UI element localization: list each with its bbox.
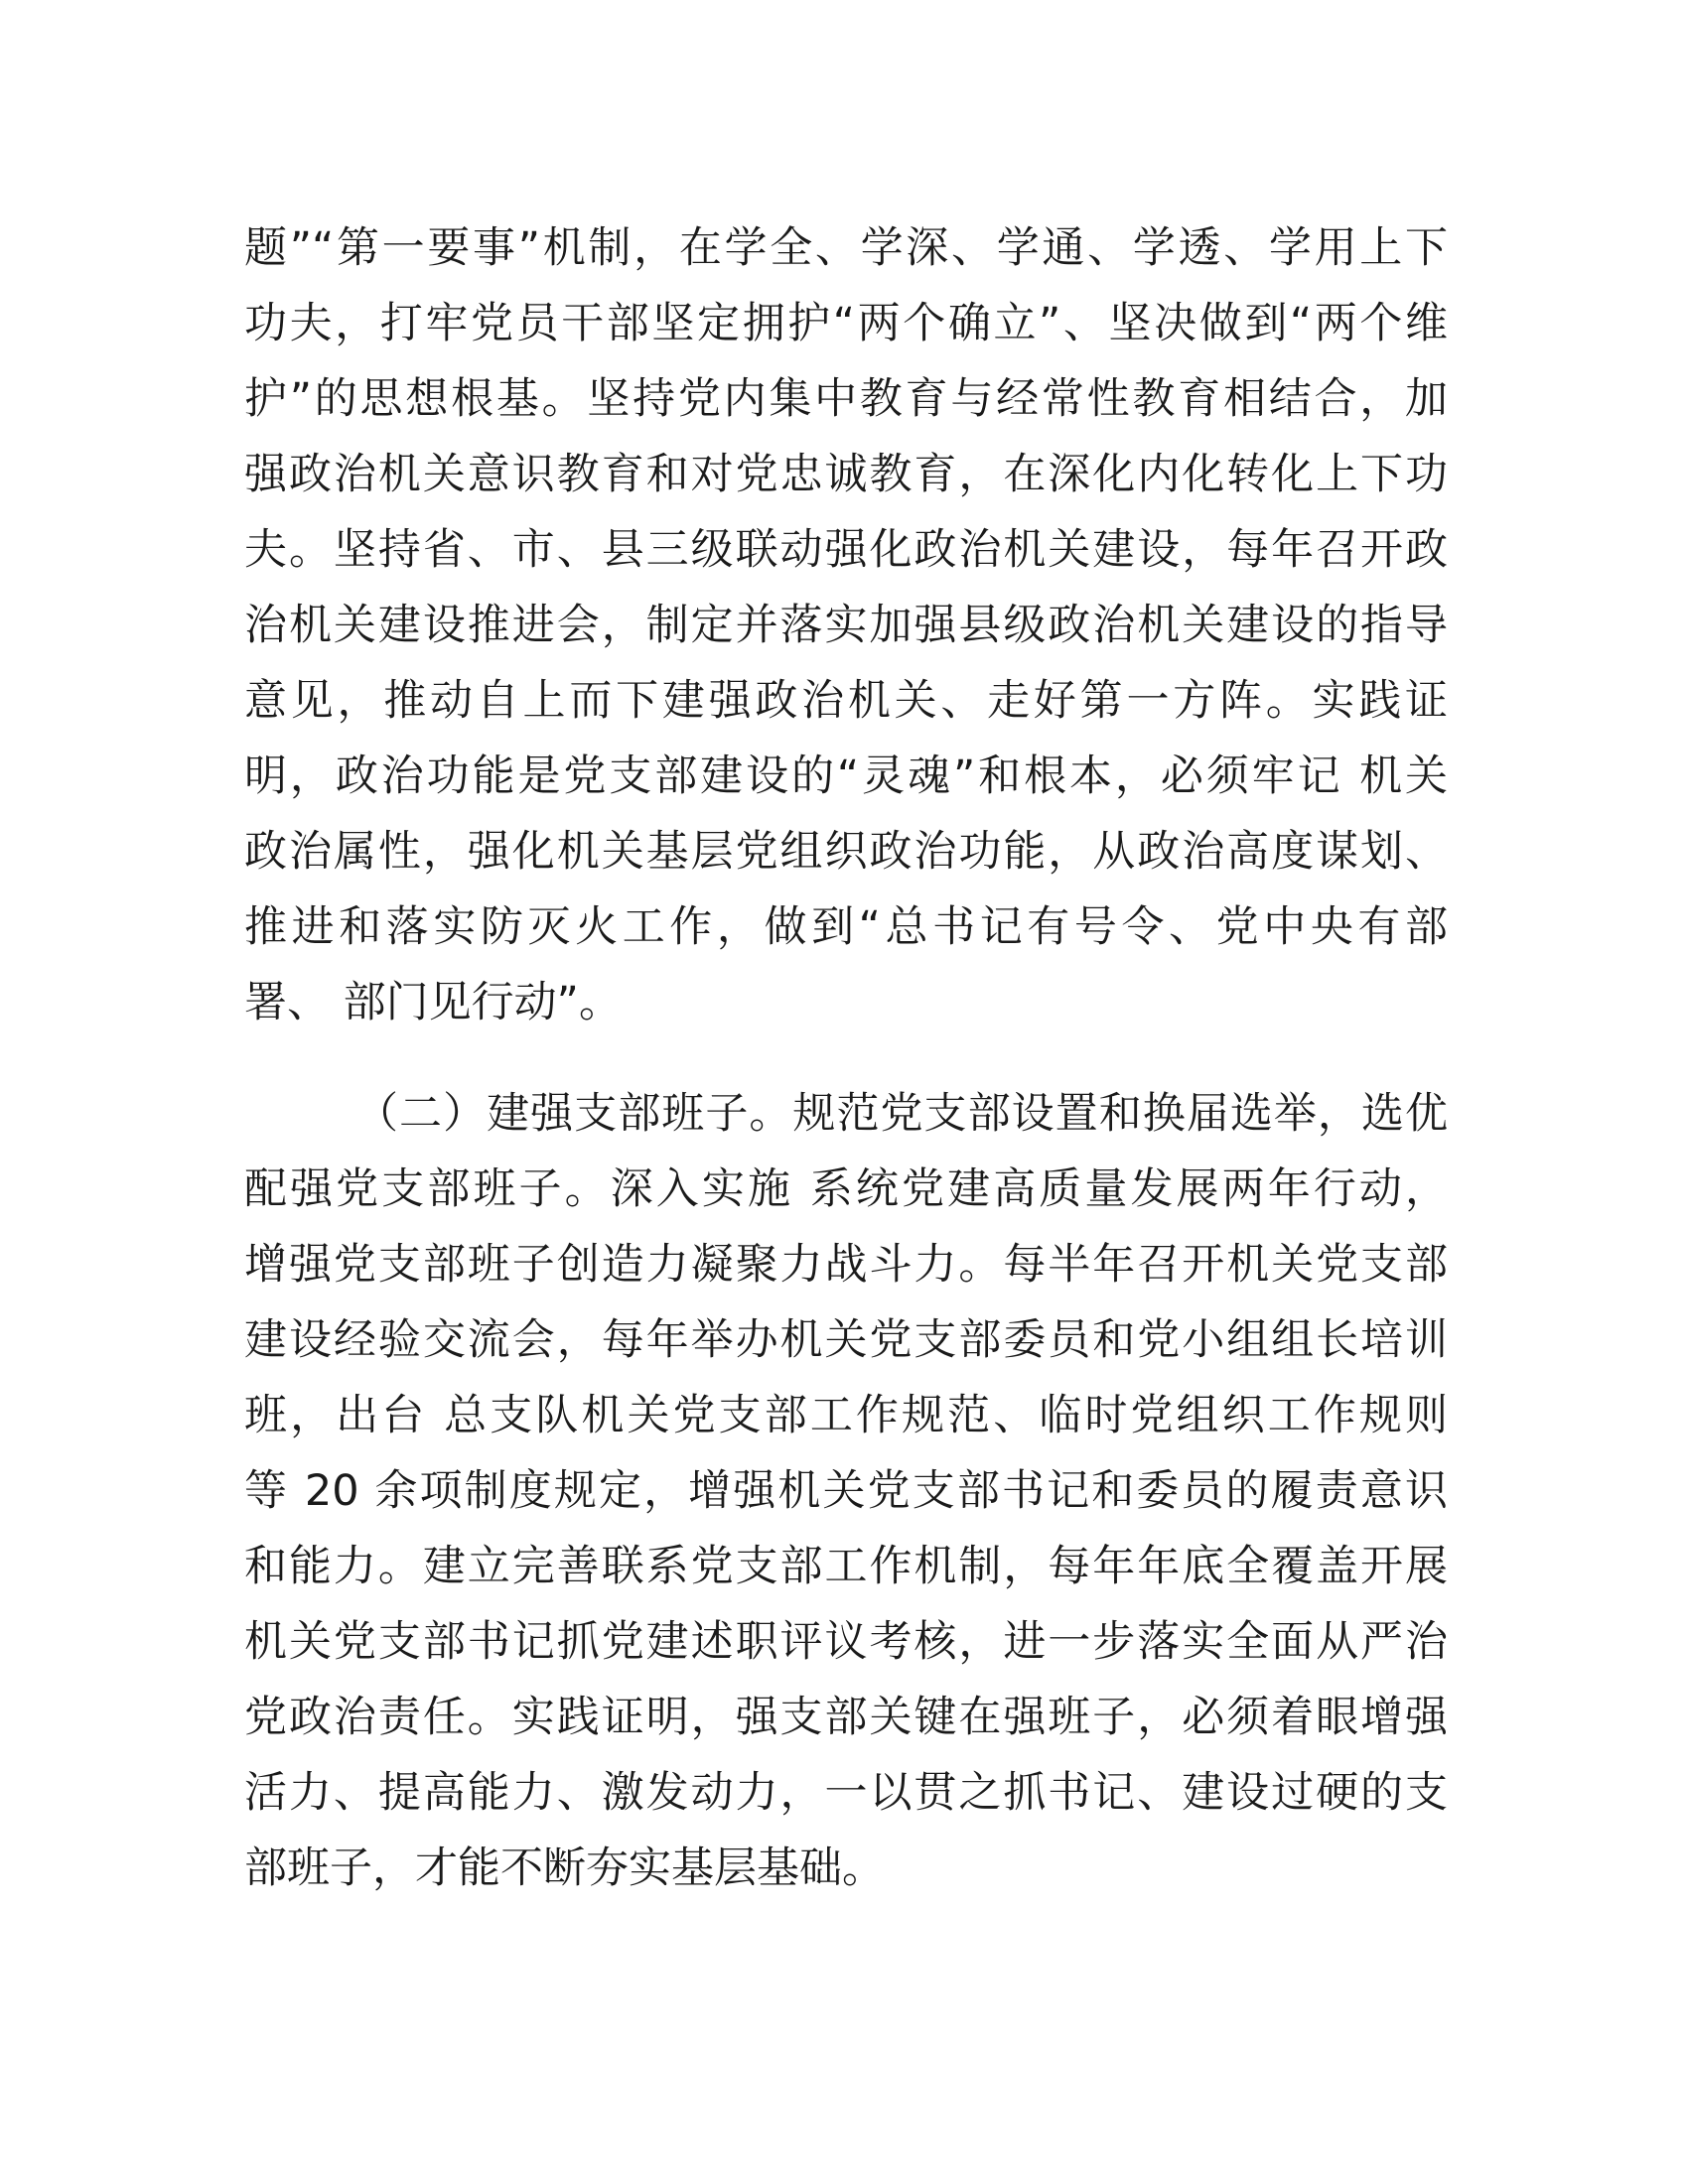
- paragraph-line: 部班子，才能不断夯实基层基础。: [244, 1843, 885, 1893]
- paragraph-line: 和能力。建立完善联系党支部工作机制，每年年底全覆盖开展: [244, 1542, 1448, 1591]
- paragraph-line: 署、 部门见行动”。: [244, 978, 622, 1027]
- paragraph-line: 强政治机关意识教育和对党忠诚教育，在深化内化转化上下功: [244, 450, 1448, 499]
- body-paragraph-2: [244, 1076, 1448, 1906]
- paragraph-line: 活力、提高能力、激发动力，一以贯之抓书记、建设过硬的支: [244, 1768, 1448, 1818]
- paragraph-line: 建设经验交流会，每年举办机关党支部委员和党小组组长培训: [244, 1315, 1448, 1365]
- paragraph-line: 等 20 余项制度规定，增强机关党支部书记和委员的履责意识: [244, 1466, 1448, 1516]
- paragraph-line: 配强党支部班子。深入实施 系统党建高质量发展两年行动，: [244, 1164, 1448, 1214]
- paragraph-line: 夫。坚持省、市、县三级联动强化政治机关建设，每年召开政: [244, 525, 1448, 575]
- paragraph-line: 治机关建设推进会，制定并落实加强县级政治机关建设的指导: [244, 601, 1448, 650]
- paragraph-line: 增强党支部班子创造力凝聚力战斗力。每半年召开机关党支部: [244, 1240, 1448, 1290]
- paragraph-line: 政治属性，强化机关基层党组织政治功能，从政治高度谋划、: [244, 827, 1448, 877]
- paragraph-line: 明，政治功能是党支部建设的“灵魂”和根本，必须牢记 机关: [244, 751, 1448, 801]
- paragraph-line: 班，出台 总支队机关党支部工作规范、临时党组织工作规则: [244, 1391, 1448, 1440]
- section-heading-line: （二）建强支部班子。规范党支部设置和换届选举，选优: [355, 1089, 1448, 1139]
- body-paragraph-1: [244, 210, 1448, 1040]
- paragraph-line: 功夫，打牢党员干部坚定拥护“两个确立”、坚决做到“两个维: [244, 299, 1448, 348]
- paragraph-line: 党政治责任。实践证明，强支部关键在强班子，必须着眼增强: [244, 1693, 1448, 1742]
- paragraph-line: 机关党支部书记抓党建述职评议考核，进一步落实全面从严治: [244, 1617, 1448, 1667]
- paragraph-line: 题”“第一要事”机制，在学全、学深、学通、学透、学用上下: [244, 223, 1448, 273]
- paragraph-line: 意见，推动自上而下建强政治机关、走好第一方阵。实践证: [244, 676, 1448, 726]
- paragraph-line: 护”的思想根基。坚持党内集中教育与经常性教育相结合，加: [244, 374, 1448, 424]
- paragraph-line: 推进和落实防灭火工作，做到“总书记有号令、党中央有部: [244, 902, 1448, 952]
